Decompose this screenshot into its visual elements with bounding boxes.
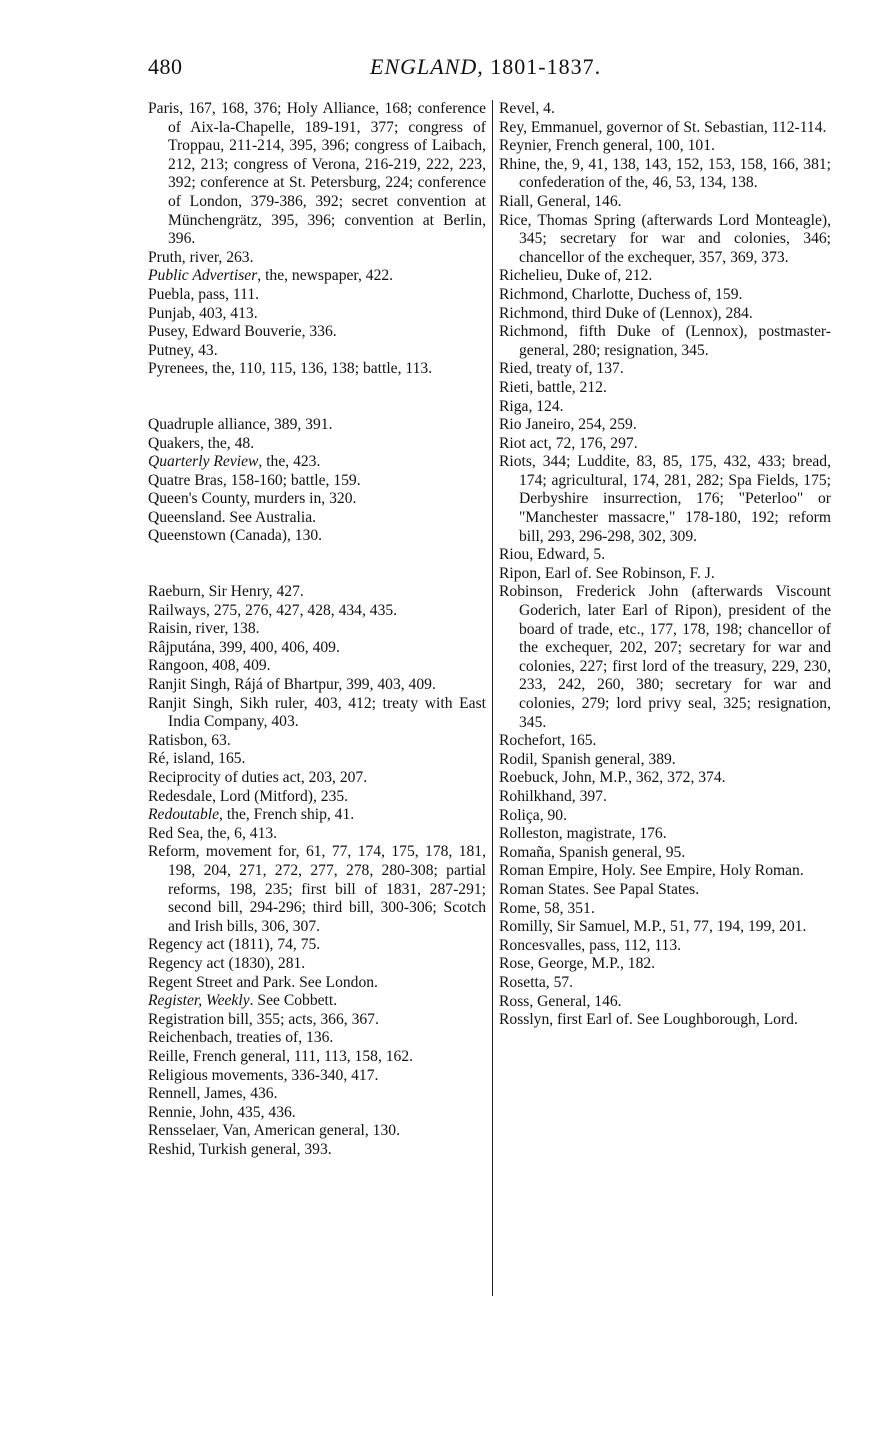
index-entry [148,416,486,435]
index-entry-text: Reshid, Turkish general, 393. [148,1140,332,1158]
index-entry [499,583,831,732]
index-entry-text: Ranjit Singh, Rájá of Bhartpur, 399, 403, 409. [148,676,436,694]
index-entry [148,472,486,491]
index-entry [148,732,486,751]
index-entry-text: Queenstown (Canada), 130. [148,527,323,545]
index-entry [499,825,831,844]
index-entry [148,342,486,361]
index-entry-text: Riots, 344; Luddite, 83, 85, 175, 432, 433; bread, 174; agricultural, 174, 281, 282; Spa Fields, 175; Derbyshire insurrection, 176; "Peterloo" or "Manchester massacre," 178-180, 192; reform bill, 293, 296-298, 302, 309. [499,453,831,545]
index-entry-text: Romaña, Spanish general, 95. [499,843,686,861]
index-entry [148,825,486,844]
index-entry-text: Rennie, John, 435, 436. [148,1103,296,1121]
index-entry-text: Riall, General, 146. [499,192,622,210]
index-entry [148,1085,486,1104]
index-entry-text: Reichenbach, treaties of, 136. [148,1029,334,1047]
index-entry-text: Ried, treaty of, 137. [499,360,624,378]
index-entry-italic-title: Public Advertiser [148,267,258,285]
index-entry-text: Robinson, Frederick John (afterwards Viscount Goderich, later Earl of Ripon), president of the board of trade, etc., 177, 178, 198; chancellor of the exchequer, 202, 207; secretary for war and colonies, 227; first lord of the treasury, 229, 230, 233, 242, 260, 380; secretary for war and colonies, 279; lord privy seal, 325; resignation, 345. [499,583,831,731]
index-entry [499,900,831,919]
index-entry-text: Riot act, 72, 176, 297. [499,434,638,452]
index-entry [499,844,831,863]
index-entry-text: Rosslyn, first Earl of. See Loughborough, Lord. [499,1011,798,1029]
index-entry-text: Regency act (1811), 74, 75. [148,936,321,954]
index-entry [499,360,831,379]
index-entry-text: Registration bill, 355; acts, 366, 367. [148,1010,379,1028]
index-entry [499,119,831,138]
index-entry [499,993,831,1012]
index-entry-text: Regent Street and Park. See London. [148,973,378,991]
index-entry-text: Quakers, the, 48. [148,434,255,452]
index-entry-text: , the, newspaper, 422. [257,267,394,285]
index-entry-text: Red Sea, the, 6, 413. [148,824,278,842]
index-entry-text: Rose, George, M.P., 182. [499,955,656,973]
index-entry [148,1048,486,1067]
letter-section-gap [148,546,486,583]
index-entry-text: Rodil, Spanish general, 389. [499,750,676,768]
index-entry [499,862,831,881]
index-entry-text: Railways, 275, 276, 427, 428, 434, 435. [148,601,398,619]
index-entry-text: Râjputána, 399, 400, 406, 409. [148,638,340,656]
index-entry-text: Queensland. See Australia. [148,508,317,526]
index-entry-text: Richmond, fifth Duke of (Lennox), postmaster-general, 280; resignation, 345. [499,323,831,359]
index-entry [499,193,831,212]
index-entry [499,156,831,193]
index-entry [499,546,831,565]
index-entry [148,843,486,936]
index-entry [148,974,486,993]
index-entry-italic-title: Quarterly Review [148,453,259,471]
page-number: 480 [148,54,183,79]
index-entry-text: Romilly, Sir Samuel, M.P., 51, 77, 194, 199, 201. [499,918,807,936]
index-entry [499,918,831,937]
running-title-main: ENGLAND, [370,54,484,79]
index-entry-text: Reciprocity of duties act, 203, 207. [148,769,368,786]
index-entry [499,416,831,435]
index-entry-text: Roncesvalles, pass, 112, 113. [499,936,682,954]
index-entry [499,379,831,398]
index-entry [148,1029,486,1048]
index-entry-text: Pruth, river, 263. [148,248,254,266]
index-entry-text: Rhine, the, 9, 41, 138, 143, 152, 153, 158, 166, 381; confederation of the, 46, 53, 134, 138. [499,155,831,192]
index-entry-text: Richmond, Charlotte, Duchess of, 159. [499,285,743,303]
index-entry [148,435,486,454]
index-entry-text: Roliça, 90. [499,806,567,824]
index-entry [499,453,831,546]
index-entry-text: Revel, 4. [499,100,555,117]
index-entry-text: Quadruple alliance, 389, 391. [148,415,333,433]
index-entry [148,1104,486,1123]
index-entry-text: Riou, Edward, 5. [499,546,606,564]
index-entry-text: Putney, 43. [148,341,218,359]
index-entry [499,955,831,974]
index-entry-text: Raisin, river, 138. [148,620,260,638]
index-entry [499,137,831,156]
index-entry [499,937,831,956]
index-entry-text: Roman Empire, Holy. See Empire, Holy Roman. [499,862,804,880]
index-entry-text: Rolleston, magistrate, 176. [499,825,667,843]
index-entry-text: Rochefort, 165. [499,732,597,750]
index-entry [148,490,486,509]
index-entry [148,676,486,695]
index-entry [499,398,831,417]
index-entry-text: Rensselaer, Van, American general, 130. [148,1122,400,1140]
index-entry-text: Quatre Bras, 158-160; battle, 159. [148,471,361,489]
index-entry [499,788,831,807]
index-entry-text: Paris, 167, 168, 376; Holy Alliance, 168; conference of Aix-la-Chapelle, 189-191, 377; congress of Troppau, 211-214, 395, 396; congress of Laibach, 212, 213; congress of Verona, 216-219, 222, 223, 392; conference at St. Petersburg, 224; conference of London, 379-386, 392; secret convention at Münchengrätz, 395, 396; convention at Berlin, 396. [148,100,486,248]
index-entry-text: Rangoon, 408, 409. [148,657,271,675]
index-entry-text: , the, French ship, 41. [219,806,355,824]
index-entry-text: , the, 423. [258,453,321,471]
index-entry [148,360,486,379]
page-header [0,54,894,84]
index-entry [499,305,831,324]
index-entry [148,1141,486,1160]
index-entry [148,267,486,286]
index-entry [499,212,831,268]
index-entry [148,1011,486,1030]
index-entry-text: Richelieu, Duke of, 212. [499,267,653,285]
index-entry-text: Ré, island, 165. [148,750,246,768]
index-entry [499,1011,831,1030]
index-entry [499,769,831,788]
index-entry-text: Raeburn, Sir Henry, 427. [148,583,304,601]
letter-section-gap [148,379,486,416]
index-entry [499,100,831,119]
index-entry-text: Religious movements, 336-340, 417. [148,1066,379,1084]
index-entry-text: Ross, General, 146. [499,992,622,1010]
index-entry [148,100,486,249]
index-entry [499,881,831,900]
index-entry [148,788,486,807]
index-entry-text: Riga, 124. [499,397,564,415]
index-entry [499,267,831,286]
index-entry [499,435,831,454]
index-entry-text: Ranjit Singh, Sikh ruler, 403, 412; treaty with East India Company, 403. [148,694,486,731]
index-entry [499,565,831,584]
index-entry-text: Pyrenees, the, 110, 115, 136, 138; battle, 113. [148,360,433,378]
index-entry-text: Queen's County, murders in, 320. [148,490,357,508]
running-title-dates: 1801-1837. [483,54,602,79]
index-entry-text: . See Cobbett. [249,992,338,1010]
index-entry-text: Reille, French general, 111, 113, 158, 162. [148,1047,414,1065]
index-entry-text: Punjab, 403, 413. [148,304,258,322]
index-entry-text: Rieti, battle, 212. [499,378,607,396]
index-entry [148,639,486,658]
index-entry [148,992,486,1011]
index-entry-text: Roebuck, John, M.P., 362, 372, 374. [499,769,726,787]
index-entry [148,509,486,528]
index-entry [148,286,486,305]
index-entry [499,807,831,826]
index-entry-text: Rice, Thomas Spring (afterwards Lord Monteagle), 345; secretary for war and colonies, 346; chancellor of the exchequer, 357, 369, 373. [499,211,831,266]
index-entry-text: Richmond, third Duke of (Lennox), 284. [499,304,753,322]
index-entry [148,750,486,769]
index-column-right [499,100,831,1030]
index-entry-text: Ripon, Earl of. See Robinson, F. J. [499,564,715,582]
index-entry [148,936,486,955]
index-entry-text: Reform, movement for, 61, 77, 174, 175, 178, 181, 198, 204, 271, 272, 277, 278, 280-308; partial reforms, 198, 235; first bill of 1831, 287-291; second bill, 294-296; third bill, 300-306; Scotch and Irish bills, 306, 307. [148,843,486,935]
column-divider [492,100,493,1296]
index-entry-text: Rosetta, 57. [499,973,574,991]
index-entry-text: Rohilkhand, 397. [499,787,607,805]
index-entry [499,751,831,770]
index-entry [148,602,486,621]
index-entry [499,974,831,993]
index-entry-text: Rennell, James, 436. [148,1085,278,1103]
index-entry [499,323,831,360]
index-entry [148,657,486,676]
index-entry-text: Regency act (1830), 281. [148,954,306,972]
index-entry-text: Pusey, Edward Bouverie, 336. [148,323,337,341]
index-entry [148,305,486,324]
index-entry [148,527,486,546]
index-entry-text: Roman States. See Papal States. [499,880,700,898]
index-entry [148,695,486,732]
index-entry [148,806,486,825]
index-entry [148,583,486,602]
running-title [370,54,601,80]
index-entry-italic-title: Register, Weekly [148,992,250,1010]
index-entry [148,955,486,974]
index-entry [499,286,831,305]
index-entry [499,732,831,751]
index-entry [148,323,486,342]
index-column-left [148,100,486,1159]
index-entry [148,1122,486,1141]
index-entry [148,1067,486,1086]
index-entry-text: Puebla, pass, 111. [148,285,260,303]
index-entry [148,249,486,268]
index-entry [148,620,486,639]
index-entry-text: Reynier, French general, 100, 101. [499,137,715,155]
index-entry [148,769,486,788]
index-entry-text: Rey, Emmanuel, governor of St. Sebastian, 112-114. [499,118,827,136]
index-entry-text: Redesdale, Lord (Mitford), 235. [148,787,349,805]
index-entry-text: Rome, 58, 351. [499,899,595,917]
index-entry-text: Rio Janeiro, 254, 259. [499,416,637,434]
index-entry-text: Ratisbon, 63. [148,731,231,749]
index-entry-italic-title: Redoutable [148,806,220,824]
index-entry [148,453,486,472]
